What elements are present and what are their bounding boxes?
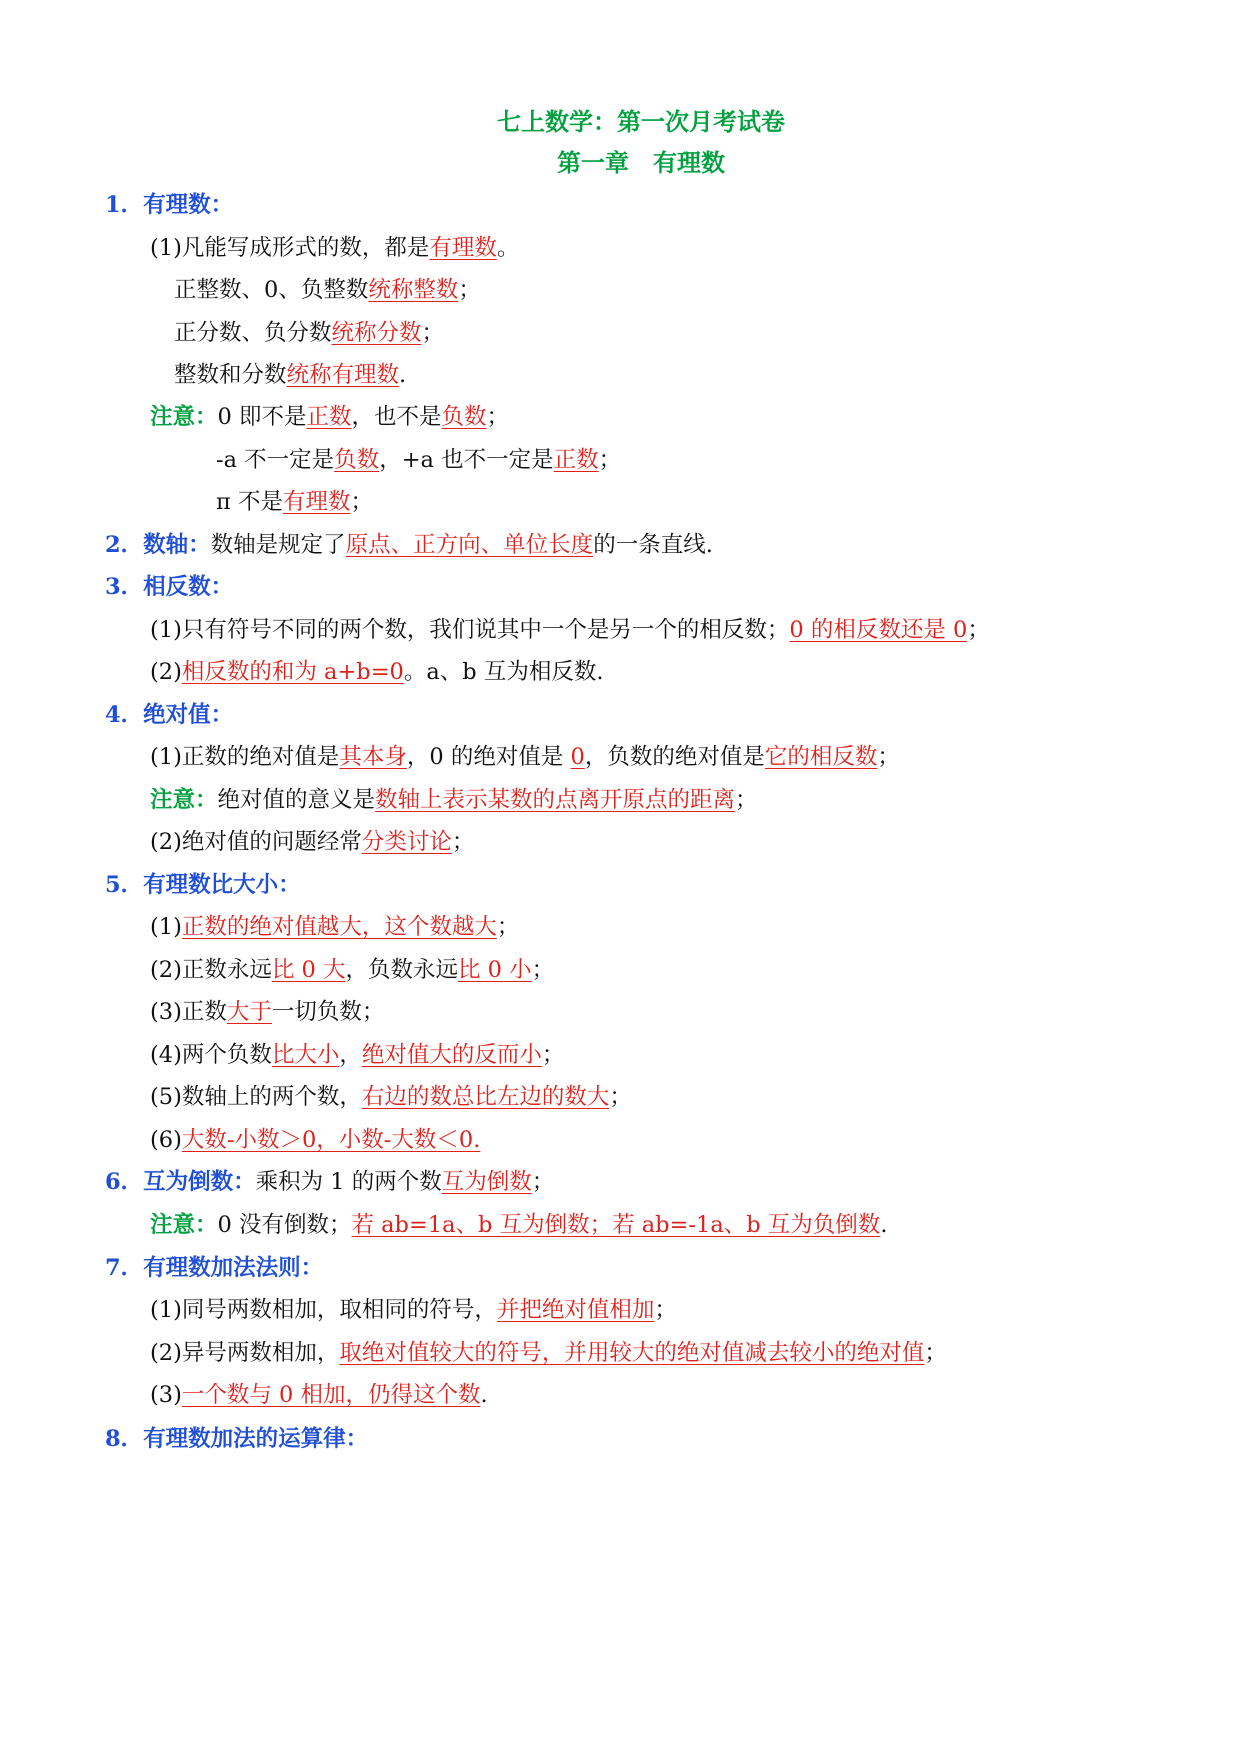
s4-line-2 [150,827,474,857]
answer: 正数 [553,447,599,473]
text: ，+a 也不一定是 [379,447,554,473]
section-4-heading [105,700,233,730]
text: 正分数、负分数 [174,320,332,346]
s6-note [150,1210,887,1240]
answer: 数轴上表示某数的点离开原点的距离 [375,787,736,813]
s5-line-2 [150,955,554,985]
text: ； [735,787,758,813]
text: 绝对值的意义是 [217,787,376,813]
answer: 若 ab=1a、b 互为倒数；若 ab=-1a、b 互为负倒数 [351,1212,881,1238]
text: (4)两个负数 [150,1042,272,1068]
text: ； [924,1340,947,1366]
text: ； [350,489,373,515]
s7-line-3 [150,1380,488,1410]
text: (6) [150,1127,182,1153]
text: ，0 的绝对值是 [406,744,571,770]
text: π 不是 [216,489,283,515]
text: 整数和分数 [174,362,287,388]
answer: 有理数 [282,489,351,515]
answer: 互为倒数 [441,1169,532,1195]
answer: 比大小 [271,1042,340,1068]
section-5-title: 5．有理数比大小： [105,872,301,898]
note-label: 注意： [150,787,218,813]
s5-line-1 [150,912,519,942]
text: ； [486,404,510,430]
answer: 并把绝对值相加 [496,1297,655,1323]
text: ，负数的绝对值是 [584,744,765,770]
answer: 比 0 大 [271,957,346,983]
text: (2) [150,659,182,685]
s7-line-2 [150,1338,947,1368]
section-6-title: 6．互为倒数： [105,1169,256,1195]
answer: 有理数 [429,235,497,261]
section-8-title: 8．有理数加法的运算律： [105,1426,369,1452]
text: 正整数、0、负整数 [174,277,369,303]
answer: 正数的绝对值越大，这个数越大 [181,914,497,940]
answer: 右边的数总比左边的数大 [361,1084,610,1110]
section-2-line [105,530,713,560]
text: (5)数轴上的两个数， [150,1084,362,1110]
answer: 0 [570,744,585,770]
s4-line-1 [150,742,900,772]
answer: 绝对值大的反而小 [361,1042,542,1068]
text: ，负数永远 [345,957,459,983]
text: 一切负数； [271,999,385,1025]
section-1-heading [105,190,233,220]
text: ； [496,914,520,940]
answer: 相反数的和为 a+b=0 [181,659,404,685]
section-7-title: 7．有理数加法法则： [105,1255,324,1281]
text: (1)凡能写成形式的数，都是 [150,235,430,261]
note-label: 注意： [150,1212,218,1238]
answer: 大数-小数＞0，小数-大数＜0. [181,1127,481,1153]
s1-line-4 [174,360,406,390]
text: ； [598,447,622,473]
text: ； [451,829,475,855]
answer: 大于 [226,999,272,1025]
text: ； [654,1297,677,1323]
text: 。 [496,235,520,261]
text: ； [458,277,481,303]
s7-line-1 [150,1295,677,1325]
text: (1)正数的绝对值是 [150,744,340,770]
s5-line-5 [150,1082,632,1112]
text: (2)异号两数相加， [150,1340,340,1366]
text: 的一条直线. [593,532,713,558]
text: ； [531,1169,555,1195]
text: 0 即不是 [217,404,307,430]
text: ； [421,320,445,346]
s5-line-3 [150,997,384,1027]
note-label: 注意： [150,404,218,430]
s3-line-1 [150,615,990,645]
answer: 负数 [334,447,380,473]
section-5-heading [105,870,301,900]
answer: 原点、正方向、单位长度 [345,532,594,558]
answer: 统称分数 [331,320,422,346]
s1-line-2 [174,275,481,305]
text: ； [531,957,555,983]
answer: 负数 [441,404,487,430]
text: (3) [150,1382,182,1408]
answer: 它的相反数 [764,744,878,770]
text: -a 不一定是 [216,447,335,473]
s4-note [150,785,758,815]
text: ，也不是 [351,404,442,430]
text: (1)同号两数相加，取相同的符号， [150,1297,497,1323]
section-3-title: 3．相反数： [105,574,234,600]
text: ， [339,1042,362,1068]
text: 乘积为 1 的两个数 [255,1169,442,1195]
answer: 分类讨论 [361,829,452,855]
text: . [880,1212,888,1238]
text: (3)正数 [150,999,227,1025]
section-2-title: 2．数轴： [105,532,211,558]
s1-note-2 [216,445,621,475]
section-3-heading [105,572,233,602]
section-1-title: 1．有理数： [105,192,234,218]
s1-note-3 [216,487,373,517]
answer: 统称有理数 [286,362,400,388]
text: 0 没有倒数； [217,1212,352,1238]
s3-line-2 [150,657,604,687]
text: (1)只有符号不同的两个数，我们说其中一个是另一个的相反数； [150,617,790,643]
text: . [480,1382,488,1408]
section-4-title: 4．绝对值： [105,702,234,728]
answer: 正数 [306,404,352,430]
s5-line-6 [150,1125,480,1155]
section-6-line [105,1167,554,1197]
answer: 其本身 [339,744,407,770]
text: ； [877,744,900,770]
answer: 0 的相反数还是 0 [789,617,968,643]
section-7-heading [105,1253,323,1283]
text: (1) [150,914,182,940]
text: (2)绝对值的问题经常 [150,829,362,855]
answer: 比 0 小 [458,957,532,983]
s5-line-4 [150,1040,564,1070]
s1-line-3 [174,318,444,348]
chapter-title: 第一章 有理数 [557,148,725,177]
text: ； [541,1042,565,1068]
text: ； [609,1084,632,1110]
text: 。a、b 互为相反数. [403,659,604,685]
text: ； [967,617,990,643]
text: . [399,362,407,388]
answer: 一个数与 0 相加，仍得这个数 [181,1382,481,1408]
answer: 取绝对值较大的符号，并用较大的绝对值减去较小的绝对值 [339,1340,925,1366]
document-title: 七上数学：第一次月考试卷 [497,107,785,136]
section-8-heading [105,1424,368,1454]
s1-note-1 [150,402,509,432]
answer: 统称整数 [368,277,459,303]
text: (2)正数永远 [150,957,272,983]
text: 数轴是规定了 [210,532,346,558]
s1-line-1 [150,233,519,263]
